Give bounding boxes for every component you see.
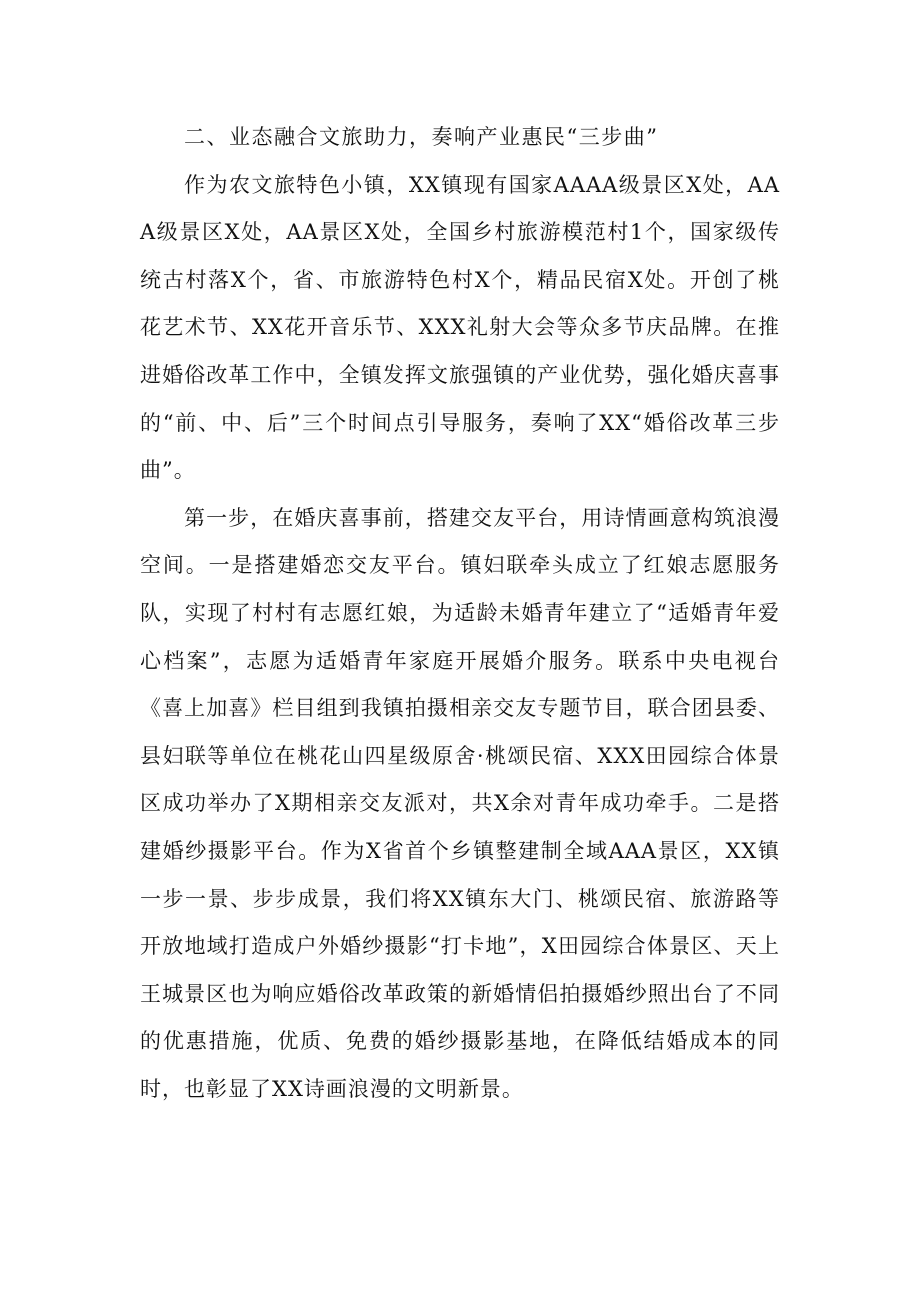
document-body [140, 114, 780, 1113]
paragraph-intro: 作为农文旅特色小镇，XX镇现有国家AAAA级景区X处，AAA级景区X处，AA景区X处，全国乡村旅游模范村1个，国家级传统古村落X个，省、市旅游特色村X个，精品民宿X处。开创了桃花艺术节、XX花开音乐节、XXX礼射大会等众多节庆品牌。在推进婚俗改革工作中，全镇发挥文旅强镇的产业优势，强化婚庆喜事的“前、中、后”三个时间点引导服务，奏响了XX“婚俗改革三步曲”。 [140, 172, 780, 483]
section-heading: 二、业态融合文旅助力，奏响产业惠民“三步曲” [184, 125, 659, 149]
paragraph-step-one: 第一步，在婚庆喜事前，搭建交友平台，用诗情画意构筑浪漫空间。一是搭建婚恋交友平台。镇妇联牵头成立了红娘志愿服务队，实现了村村有志愿红娘，为适龄未婚青年建立了“适婚青年爱心档案”，志愿为适婚青年家庭开展婚介服务。联系中央电视台《喜上加喜》栏目组到我镇拍摄相亲交友专题节目，联合团县委、县妇联等单位在桃花山四星级原舍·桃颂民宿、XXX田园综合体景区成功举办了X期相亲交友派对，共X余对青年成功牵手。二是搭建婚纱摄影平台。作为X省首个乡镇整建制全域AAA景区，XX镇一步一景、步步成景，我们将XX镇东大门、桃颂民宿、旅游路等开放地域打造成户外婚纱摄影“打卡地”，X田园综合体景区、天上王城景区也为响应婚俗改革政策的新婚情侣拍摄婚纱照出台了不同的优惠措施，优质、免费的婚纱摄影基地，在降低结婚成本的同时，也彰显了XX诗画浪漫的文明新景。 [140, 505, 780, 1101]
